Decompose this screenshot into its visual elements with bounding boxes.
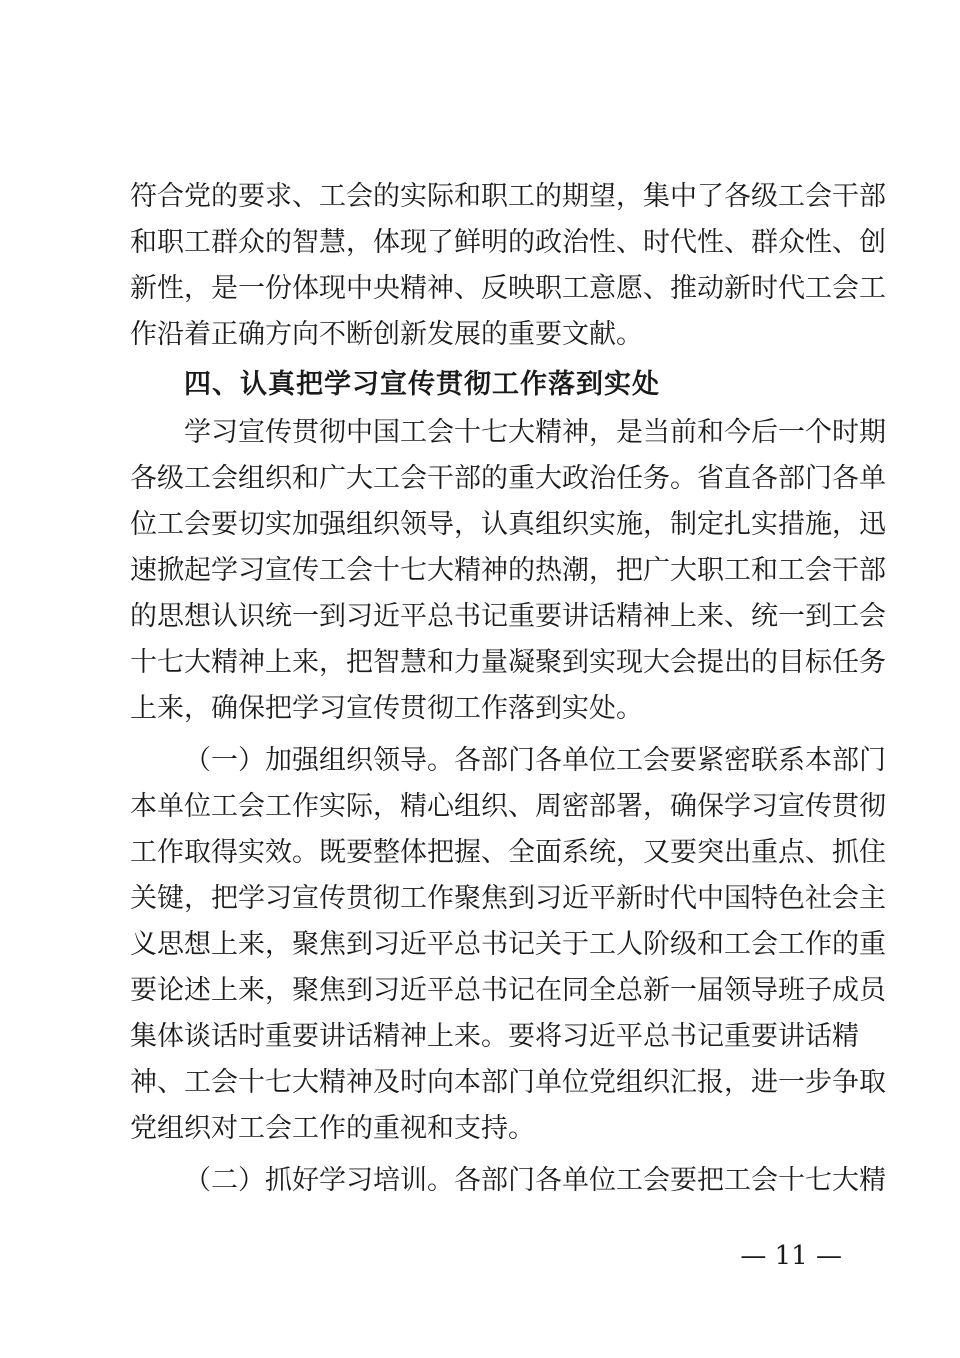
body-text-line: 的思想认识统一到习近平总书记重要讲话精神上来、统一到工会 xyxy=(130,601,886,632)
body-text-line: 要论述上来，聚焦到习近平总书记在同全总新一届领导班子成员 xyxy=(130,975,886,1006)
body-text-line: 学习宣传贯彻中国工会十七大精神，是当前和今后一个时期 xyxy=(184,417,886,448)
body-text-line: 新性，是一份体现中央精神、反映职工意愿、推动新时代工会工 xyxy=(130,273,886,304)
body-text-line: 义思想上来，聚焦到习近平总书记关于工人阶级和工会工作的重 xyxy=(130,929,886,960)
section-heading: 四、认真把学习宣传贯彻工作落到实处 xyxy=(184,369,660,400)
body-text-line: 党组织对工会工作的重视和支持。 xyxy=(130,1113,535,1144)
page-number: — 11 — xyxy=(740,1241,842,1271)
body-text-line: 速掀起学习宣传工会十七大精神的热潮，把广大职工和工会干部 xyxy=(130,555,886,586)
body-text-line: 关键，把学习宣传贯彻工作聚焦到习近平新时代中国特色社会主 xyxy=(130,883,886,914)
body-text-line: 集体谈话时重要讲话精神上来。要将习近平总书记重要讲话精 xyxy=(130,1021,859,1052)
body-text-line: 工作取得实效。既要整体把握、全面系统，又要突出重点、抓住 xyxy=(130,837,886,868)
body-text-line: 作沿着正确方向不断创新发展的重要文献。 xyxy=(130,319,643,350)
body-text-line: （二）抓好学习培训。各部门各单位工会要把工会十七大精 xyxy=(184,1165,886,1196)
body-text-line: 上来，确保把学习宣传贯彻工作落到实处。 xyxy=(130,693,643,724)
body-text-line: 神、工会十七大精神及时向本部门单位党组织汇报，进一步争取 xyxy=(130,1067,886,1098)
body-text-line: 十七大精神上来，把智慧和力量凝聚到实现大会提出的目标任务 xyxy=(130,647,886,678)
body-text-line: 本单位工会工作实际，精心组织、周密部署，确保学习宣传贯彻 xyxy=(130,791,886,822)
body-text-line: 和职工群众的智慧，体现了鲜明的政治性、时代性、群众性、创 xyxy=(130,227,886,258)
body-text-line: （一）加强组织领导。各部门各单位工会要紧密联系本部门 xyxy=(184,745,886,776)
body-text-line: 符合党的要求、工会的实际和职工的期望，集中了各级工会干部 xyxy=(130,181,886,212)
body-text-line: 各级工会组织和广大工会干部的重大政治任务。省直各部门各单 xyxy=(130,463,886,494)
body-text-line: 位工会要切实加强组织领导，认真组织实施，制定扎实措施，迅 xyxy=(130,509,886,540)
